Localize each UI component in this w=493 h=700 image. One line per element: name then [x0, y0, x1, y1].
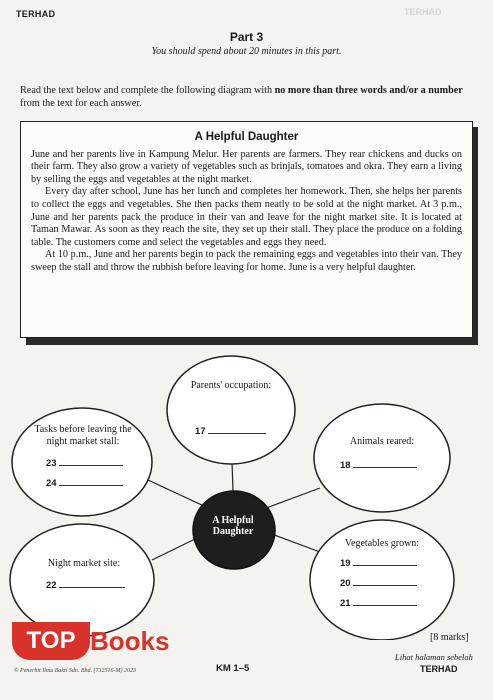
question-20-blank[interactable] [353, 576, 417, 586]
question-22-blank[interactable] [59, 578, 125, 588]
next-page-note: Lihat halaman sebelah [395, 652, 473, 662]
question-24-blank[interactable] [59, 476, 123, 486]
footer-terhad: TERHAD [420, 664, 458, 674]
question-17-number: 17 [195, 426, 206, 437]
instructions [20, 85, 472, 110]
tasks-answer-2 [46, 476, 123, 489]
instructions-text-a: Read the text below and complete the following diagram with [20, 85, 275, 96]
site-label: Night market site: [47, 558, 121, 569]
question-19-blank[interactable] [353, 556, 417, 566]
header-ghost-label: TERHAD [404, 7, 442, 17]
copyright: © Penerbit Ilmu Bakti Sdn. Bhd. (732516-M) 2023 [14, 668, 137, 674]
question-21-number: 21 [340, 598, 351, 609]
question-23-number: 23 [46, 458, 57, 469]
tasks-label: Tasks before leaving the night market stall: [34, 424, 132, 447]
question-22-number: 22 [46, 580, 57, 591]
instructions-bold: no more than three words and/or a number [274, 85, 463, 96]
veg-answer-3 [340, 596, 417, 609]
passage-paragraph-1: June and her parents live in Kampung Melur. Her parents are farmers. They rear chickens and ducks on their farm. They also grow a variety of vegetables such as brinjals, tomatoes and okra. They earn a living by selling the eggs and vegetables at the night market. [31, 148, 462, 185]
instructions-text-b: from the text for each answer. [20, 97, 142, 109]
veg-answer-1 [340, 556, 417, 569]
question-18-number: 18 [340, 460, 351, 471]
parents-label: Parents' occupation: [190, 380, 272, 391]
logo-top-text: TOP [12, 622, 90, 660]
veg-answer-2 [340, 576, 417, 589]
part-title: Part 3 [229, 30, 264, 44]
tasks-answer-1 [46, 456, 123, 469]
passage-title: A Helpful Daughter [194, 131, 299, 143]
question-19-number: 19 [340, 558, 351, 569]
site-answer [46, 578, 125, 591]
part-subtitle: You should spend about 20 minutes in this part. [151, 46, 342, 57]
header-label: TERHAD [16, 9, 56, 19]
animals-answer [340, 458, 417, 471]
passage-paragraph-2: Every day after school, June has her lunch and completes her homework. Then, she helps her parents to collect the eggs and vegetables. She then packs them neatly to be sold at the night market. At 3 p.m., June and her parents pack the produce in their van and leave for the night market site. It is located at Taman Mawar. As soon as they reach the site, they set up their stall. They place the produce on a folding table. The customers come and select the vegetables and eggs they need. [31, 186, 462, 248]
question-18-blank[interactable] [353, 458, 417, 468]
question-17-blank[interactable] [208, 424, 266, 434]
passage-box [20, 121, 473, 338]
veg-label: Vegetables grown: [344, 538, 420, 549]
question-24-number: 24 [46, 478, 57, 489]
parents-answer [195, 424, 266, 437]
animals-label: Animals reared: [349, 436, 415, 447]
passage-paragraph-3: At 10 p.m., June and her parents begin to pack the remaining eggs and vegetables into their van. They sweep the stall and throw the rubbish before leaving for home. June is a very helpful daughter. [31, 249, 462, 273]
logo-books-text: Books [90, 626, 170, 656]
question-20-number: 20 [340, 578, 351, 589]
km-code: KM 1–5 [216, 663, 250, 674]
question-23-blank[interactable] [59, 456, 123, 466]
center-label: A Helpful Daughter [212, 515, 254, 537]
marks-label: [8 marks] [430, 632, 469, 643]
question-21-blank[interactable] [353, 596, 417, 606]
topbooks-logo [12, 622, 188, 660]
circle-parents [167, 356, 295, 464]
